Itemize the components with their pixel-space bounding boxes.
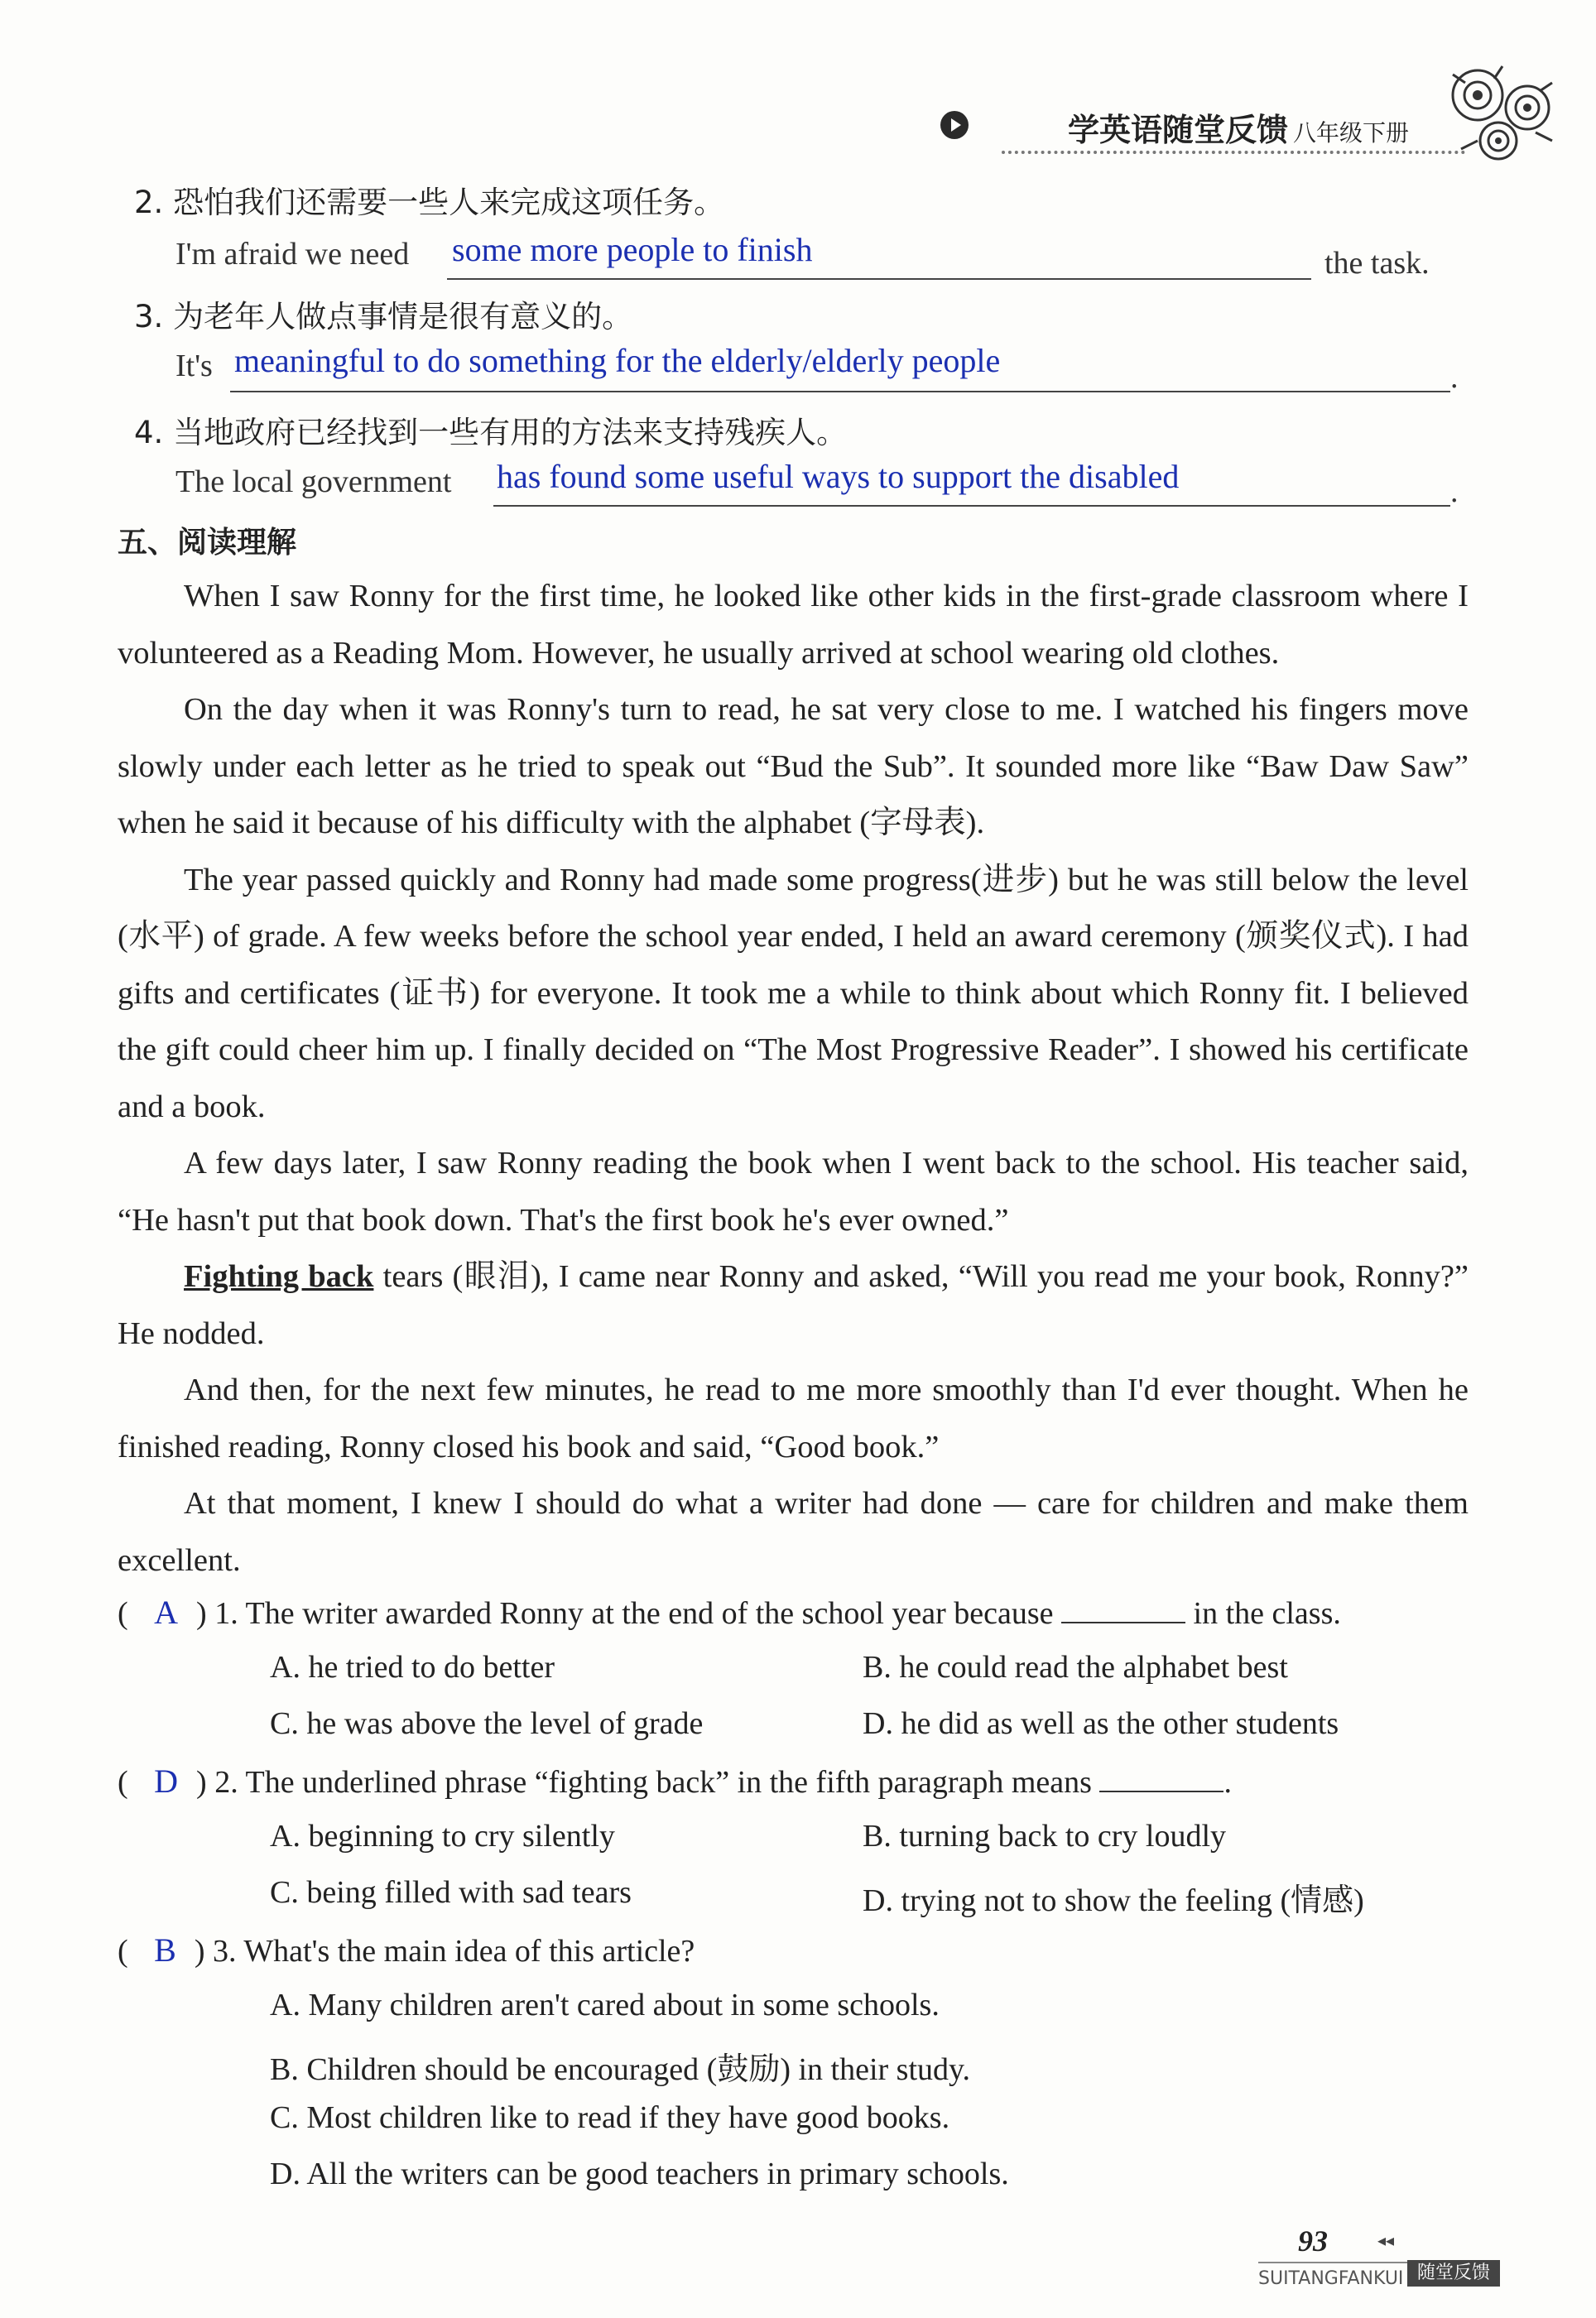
passage-paragraph-2: On the day when it was Ronny's turn to read, he sat very close to me. I watched his fingers move slowly under each letter as he tried to speak out “Bud the Sub”. It sounded more like “Baw Daw Saw” when he said it because of his difficulty with the alphabet (字母表). bbox=[118, 692, 1469, 840]
item-3-answer-line bbox=[230, 391, 1450, 392]
item-2-number: 2. bbox=[134, 185, 164, 220]
passage-paragraph-5-text: tears (眼泪), I came near Ronny and asked, “Will you read me your book, Ronny?” He nodded. bbox=[118, 1259, 1469, 1351]
item-4-answer-line bbox=[493, 505, 1450, 507]
question-1-stem-end: in the class. bbox=[1193, 1596, 1341, 1631]
item-4-chinese bbox=[134, 407, 847, 452]
question-3-stem: 3. What's the main idea of this article? bbox=[213, 1934, 695, 1969]
question-2-stem: 2. The underlined phrase “fighting back” in the fifth paragraph means bbox=[214, 1765, 1092, 1800]
flower-decoration-icon bbox=[1436, 58, 1569, 174]
header-title bbox=[1068, 104, 1409, 150]
page-number: 93 bbox=[1298, 2224, 1328, 2258]
header-divider bbox=[1002, 151, 1465, 154]
question-2-stem-end: . bbox=[1223, 1765, 1232, 1800]
item-3-suffix: . bbox=[1450, 360, 1459, 395]
question-1-option-a: A. he tried to do better bbox=[270, 1650, 555, 1685]
passage-paragraph-7: At that moment, I knew I should do what a writer had done — care for children and make them excellent. bbox=[118, 1486, 1469, 1578]
section-heading: 五、阅读理解 bbox=[118, 526, 297, 560]
question-1-blank bbox=[1061, 1599, 1185, 1623]
item-2-answer: some more people to finish bbox=[452, 231, 813, 268]
underlined-phrase: Fighting back bbox=[184, 1259, 374, 1294]
item-4-number: 4. bbox=[134, 415, 164, 450]
question-1-option-d: D. he did as well as the other students bbox=[863, 1706, 1339, 1741]
question-2-option-a: A. beginning to cry silently bbox=[270, 1819, 615, 1854]
question-2-blank bbox=[1099, 1767, 1223, 1792]
question-3-option-a: A. Many children aren't cared about in some schools. bbox=[270, 1988, 940, 2022]
passage-paragraph-6: And then, for the next few minutes, he read to me more smoothly than I'd ever thought. When he finished reading, Ronny closed his book and said, “Good book.” bbox=[118, 1373, 1469, 1464]
passage-paragraph-3: The year passed quickly and Ronny had made some progress(进步) but he was still below the level (水平) of grade. A few weeks before the school year ended, I held an award ceremony (颁奖仪式). I had gifts and certificates (证书) for everyone. It took me a while to think about which Ronny fit. I believed the gift could cheer him up. I finally decided on “The Most Progressive Reader”. I showed his certificate and a book. bbox=[118, 862, 1469, 1124]
question-2-option-b: B. turning back to cry loudly bbox=[863, 1819, 1227, 1854]
item-3-number: 3. bbox=[134, 299, 164, 334]
question-3-option-d: D. All the writers can be good teachers in primary schools. bbox=[270, 2157, 1009, 2191]
question-1-option-b: B. he could read the alphabet best bbox=[863, 1650, 1288, 1685]
header-title-text: 学英语随堂反馈 bbox=[1068, 112, 1289, 148]
play-bullet-icon bbox=[940, 111, 969, 139]
question-3-option-b: B. Children should be encouraged (鼓励) in their study. bbox=[270, 2052, 971, 2087]
item-2-suffix: the task. bbox=[1324, 246, 1430, 281]
passage-paragraph-4: A few days later, I saw Ronny reading the book when I went back to the school. His teacher said, “He hasn't put that book down. That's the first book he's ever owned.” bbox=[118, 1146, 1469, 1238]
question-3-answer: B bbox=[154, 1931, 176, 1969]
question-2-option-c: C. being filled with sad tears bbox=[270, 1875, 632, 1910]
item-4-suffix: . bbox=[1450, 474, 1459, 509]
footer-brand-badge: 随堂反馈 bbox=[1407, 2260, 1500, 2287]
question-2-option-d: D. trying not to show the feeling (情感) bbox=[863, 1883, 1364, 1918]
item-4-prefix: The local government bbox=[175, 464, 452, 499]
item-2-chinese-text: 恐怕我们还需要一些人来完成这项任务。 bbox=[173, 185, 725, 220]
page-arrows-icon: ◂◂ bbox=[1377, 2232, 1395, 2250]
question-2-answer: D bbox=[154, 1763, 179, 1800]
header-subtitle: 八年级下册 bbox=[1293, 119, 1410, 147]
question-1: ( A ) 1. The writer awarded Ronny at the end of the school year because in the class. bbox=[118, 1594, 1341, 1631]
item-2-chinese bbox=[134, 177, 724, 222]
question-1-answer: A bbox=[154, 1594, 179, 1631]
footer-brand-pinyin: SUITANGFANKUI bbox=[1258, 2268, 1404, 2289]
item-3-prefix: It's bbox=[175, 349, 213, 383]
item-3-answer: meaningful to do something for the elderly/elderly people bbox=[234, 342, 1001, 379]
question-1-option-c: C. he was above the level of grade bbox=[270, 1706, 704, 1741]
item-3-chinese-text: 为老年人做点事情是很有意义的。 bbox=[173, 299, 633, 334]
item-4-answer: has found some useful ways to support the disabled bbox=[497, 458, 1180, 495]
question-2: ( D ) 2. The underlined phrase “fighting back” in the fifth paragraph means . bbox=[118, 1763, 1232, 1800]
reading-passage bbox=[118, 568, 1469, 1589]
passage-paragraph-5 bbox=[118, 1248, 1469, 1362]
item-3-chinese bbox=[134, 291, 632, 336]
item-2-answer-line bbox=[447, 278, 1311, 280]
item-2-prefix: I'm afraid we need bbox=[175, 237, 410, 272]
question-3-option-c: C. Most children like to read if they have good books. bbox=[270, 2100, 950, 2135]
question-3: ( B ) 3. What's the main idea of this article? bbox=[118, 1931, 695, 1969]
question-1-stem: 1. The writer awarded Ronny at the end of the school year because bbox=[214, 1596, 1054, 1631]
item-4-chinese-text: 当地政府已经找到一些有用的方法来支持残疾人。 bbox=[173, 415, 848, 450]
passage-paragraph-1: When I saw Ronny for the first time, he looked like other kids in the first-grade classroom where I volunteered as a Reading Mom. However, he usually arrived at school wearing old clothes. bbox=[118, 579, 1469, 671]
